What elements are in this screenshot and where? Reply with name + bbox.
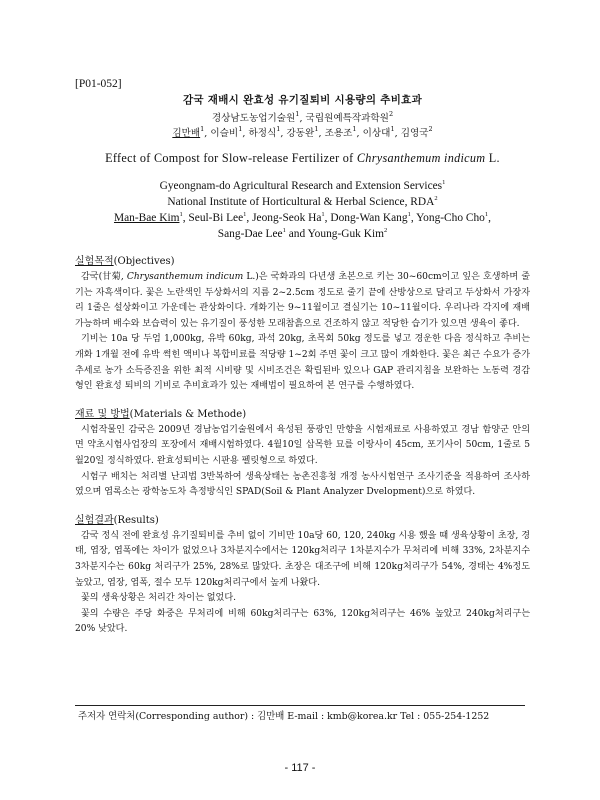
korean-title: 감국 재배시 완효성 유기질퇴비 시용량의 추비효과 [182, 94, 423, 106]
page-number: - 117 - [284, 762, 316, 774]
methods-section [75, 407, 530, 501]
en-author-sup: 1 [243, 211, 247, 218]
ko-author: 조용조 [324, 128, 353, 139]
ko-author-sup: 2 [428, 125, 433, 133]
en-author: Jeong-Seok Ha [252, 212, 322, 224]
objectives-paragraph-1: 감국(甘菊, Chrysanthemum indicum L.)은 국화과의 다년생 초본으로 키는 30~60cm이고 잎은 호생하며 줄기는 자흑색이다. 꽃은 노란색인 두상화서의 지름 2~2.5cm 정도로 줄기 끝에 산방상으로 달리고 두상화서 가장자리 1줄은 설상화이고 가운데는 관상화이다. 개화기는 9~11월이고 결실기는 10~11월이다. 우리나라 각지에 재배가능하며 배수와 보습력이 있는 유기질이 풍성한 모래참흙으로 건조하지 않고 적당한 습기가 있으면 생육이 좋다. [75, 272, 530, 329]
results-paragraph-1: 감국 정식 전에 완효성 유기질퇴비를 추비 없이 기비만 10a당 60, 120, 240kg 시용 했을 때 생육상황이 초장, 경태, 엽장, 엽폭에는 차이가 없었으나 3차분지수에서는 120kg처리구 1차분지수가 무처리에 비해 33%, 2차분지수 3차분지수는 60kg 처리구가 25%, 28%로 많았다. 초장은 대조구에 비해 120kg처리구가 54%, 경태는 4%정도 높았고, 엽장, 엽폭, 절수 모두 120kg처리구에서 높게 나왔다. [75, 530, 530, 588]
methods-paragraph-2: 시험구 배치는 처리별 난괴법 3반복하여 생육상태는 농촌진흥청 개정 농사시험연구 조사기준을 적용하여 조사하였으며 엽록소는 광학농도차 측정방식인 SPAD(Soil & Plant Analyzer Dvelopment)으로 하였다. [75, 471, 530, 498]
english-authors-line-1: Man-Bae Kim$^1$, Seul-Bi Lee$^1$, Jeong-Seok Ha$^1$, Dong-Wan Kang$^1$, Yong-Cho Cho$^1$, [113, 211, 491, 224]
methods-paragraph-1: 시험작물인 감국은 2009년 경남농업기술원에서 육성된 풍광인 만향을 시험재료로 사용하였고 경남 함양군 안의면 약초시험사업장의 포장에서 재배시험하였다. 4월10일 삽목한 묘를 이랑사이 45cm, 포기사이 50cm, 1줄로 5월20일 정식하였다. 완효성퇴비는 시판용 펠릿형으로 하였다. [75, 424, 530, 466]
results-section [75, 513, 530, 638]
en-author: Seul-Bi Lee [188, 212, 244, 224]
affil-ko-2: 국립원예특작과학원 [305, 113, 389, 124]
en-author-sup: 1 [407, 211, 411, 218]
ko-author-sup: 1 [200, 125, 205, 133]
ko-author-sup: 1 [238, 125, 243, 133]
ko-author: 하정식 [248, 128, 277, 139]
methods-heading: 재료 및 방법(Materials & Methode) [75, 408, 247, 420]
ko-author-sup: 1 [352, 125, 357, 133]
korean-affiliations: 경상남도농업기술원$^1$, 국립원예특작과학원$^2$ [211, 110, 394, 124]
english-authors-line-2: Sang-Dae Lee$^1$ and Young-Guk Kim$^2$ [217, 227, 388, 240]
paper-page [75, 78, 530, 638]
ko-author-sup: 1 [276, 125, 281, 133]
affil-ko-1: 경상남도농업기술원 [211, 113, 296, 124]
paper-code: [P01-052] [75, 78, 122, 90]
en-author-sup: 1 [484, 211, 489, 218]
objectives-paragraph-2: 기비는 10a 당 두엄 1,000kg, 유박 60kg, 과석 20kg, 초목회 50kg 정도를 넣고 경운한 다음 정식하고 추비는 개화 1개월 전에 유박 썩힌 액비나 복합비료를 적당량 1~2회 주면 꽃이 크고 많이 개화한다. 꽃은 최근 수요가 증가 추세로 농가 소득증진을 위한 최적 시비량 및 시비조건은 확립된바 있으나 GAP 관리지침을 보완하는 노동력 경감형인 완효성 퇴비의 기비로 추비효과가 있는 재배법이 필요하여 본 연구를 수행하였다. [75, 334, 530, 392]
english-affiliation-2: National Institute of Horticultural & Herbal Science, RDA$^2$ [167, 195, 438, 208]
en-author-sup: 1 [321, 211, 325, 218]
ko-author: 이슬비 [210, 128, 239, 139]
ko-author: 김영국 [400, 128, 429, 139]
ko-author-sup: 1 [314, 125, 319, 133]
en-author: Dong-Wan Kang [330, 212, 408, 224]
objectives-section [75, 254, 530, 395]
footer-divider [75, 705, 525, 706]
ko-author: 김만배 [172, 128, 201, 139]
korean-authors: 김만배$^1$, 이슬비$^1$, 하정식$^1$, 강동완$^1$, 조용조$^1$, 이상대$^1$, 김영국$^2$ [172, 125, 433, 139]
en-author: Man-Bae Kim [113, 212, 180, 224]
results-paragraph-2: 꽃의 생육상황은 처리간 차이는 없었다. [81, 593, 237, 604]
corresponding-author: 주저자 연락처(Corresponding author) : 김만배 E-mail : kmb@korea.kr Tel : 055-254-1252 [78, 711, 490, 722]
ko-author-sup: 1 [390, 125, 395, 133]
english-title: Effect of Compost for Slow-release Fertilizer of Chrysanthemum indicum L. [105, 151, 500, 165]
english-affiliation-1: Gyeongnam-do Agricultural Research and Extension Services$^1$ [159, 179, 446, 192]
results-heading: 실험결과(Results) [75, 514, 159, 526]
ko-author: 강동완 [286, 128, 315, 139]
ko-author: 이상대 [362, 128, 391, 139]
results-paragraph-3: 꽃의 수량은 주당 화중은 무처리에 비해 60kg처리구는 63%, 120kg처리구는 46% 높았고 240kg처리구는 20% 낮았다. [75, 608, 530, 635]
en-author-sup: 1 [179, 211, 183, 218]
en-author: Yong-Cho Cho [416, 212, 485, 224]
objectives-heading: 실험목적(Objectives) [75, 256, 175, 267]
